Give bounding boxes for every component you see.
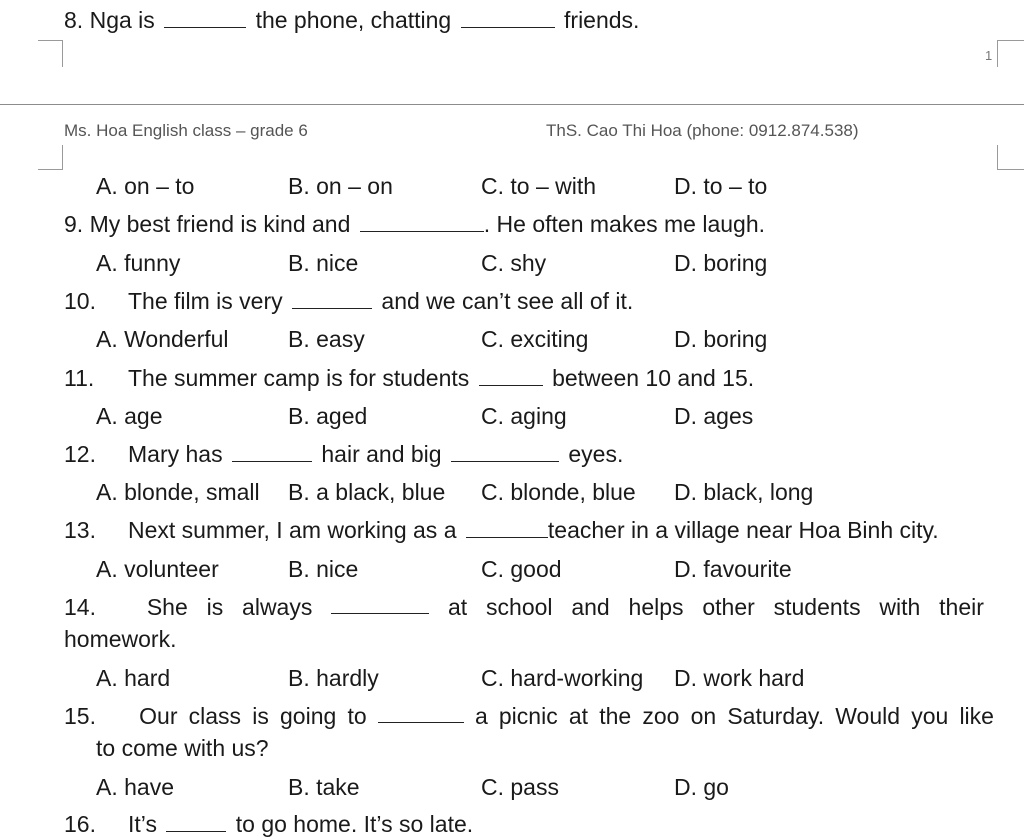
option-b: B. aged (288, 403, 368, 429)
question-number: 15. (64, 703, 96, 729)
word: at (568, 703, 589, 729)
question-text: My best friend is kind and (89, 211, 351, 237)
question-text: Nga is (89, 7, 155, 33)
word: Our (139, 703, 178, 729)
question-number: 13. (64, 517, 96, 543)
word: is (206, 594, 224, 620)
question-10 (64, 287, 633, 315)
question-text: It’s (128, 811, 157, 837)
word: a (474, 703, 488, 729)
option-c: C. shy (481, 250, 547, 276)
word: class (188, 703, 242, 729)
answer-blank (164, 7, 246, 28)
question-14-continuation: homework. (64, 626, 177, 652)
header-left: Ms. Hoa English class – grade 6 (64, 121, 308, 140)
word: you (911, 703, 949, 729)
option-b: B. take (288, 774, 360, 800)
answer-blank (232, 441, 312, 462)
word: Would (835, 703, 901, 729)
question-text: hair and big (321, 441, 442, 467)
answer-blank (331, 593, 429, 614)
question-text: Next summer, I am working as a (128, 517, 457, 543)
question-11 (64, 364, 754, 392)
option-b: B. hardly (288, 665, 379, 691)
question-number: 9. (64, 211, 84, 237)
option-a: A. on – to (96, 173, 195, 199)
option-c: C. exciting (481, 326, 589, 352)
option-c: C. aging (481, 403, 567, 429)
answer-blank (360, 211, 484, 232)
option-d: D. boring (674, 326, 768, 352)
word: to (347, 703, 367, 729)
word: at (448, 594, 468, 620)
page-corner-mark (38, 40, 63, 67)
word: like (959, 703, 994, 729)
question-number: 10. (64, 288, 96, 314)
option-b: B. nice (288, 556, 359, 582)
question-number: 12. (64, 441, 96, 467)
question-text: the phone, chatting (255, 7, 452, 33)
option-a: A. funny (96, 250, 181, 276)
page-number: 1 (985, 48, 993, 63)
question-text: The film is very (128, 288, 283, 314)
word: is (252, 703, 269, 729)
question-text: The summer camp is for students (128, 365, 470, 391)
word: going (280, 703, 337, 729)
option-a: A. volunteer (96, 556, 219, 582)
header-right: ThS. Cao Thi Hoa (phone: 0912.874.538) (546, 121, 859, 140)
option-b: B. on – on (288, 173, 393, 199)
option-c: C. to – with (481, 173, 597, 199)
question-14 (64, 593, 984, 621)
option-a: A. hard (96, 665, 171, 691)
word: the (599, 703, 632, 729)
option-c: C. good (481, 556, 562, 582)
page-corner-mark (997, 40, 1024, 67)
question-16 (64, 810, 473, 838)
question-13 (64, 516, 939, 544)
question-text: between 10 and 15. (552, 365, 755, 391)
question-text: teacher in a village near Hoa Binh city. (547, 517, 939, 543)
word: zoo (642, 703, 680, 729)
word: always (242, 594, 313, 620)
word: school (486, 594, 553, 620)
option-c: C. blonde, blue (481, 479, 636, 505)
option-b: B. easy (288, 326, 365, 352)
answer-blank (466, 517, 548, 538)
option-d: D. black, long (674, 479, 814, 505)
page-corner-mark (997, 145, 1024, 170)
option-d: D. to – to (674, 173, 768, 199)
option-a: A. Wonderful (96, 326, 229, 352)
word: picnic (498, 703, 558, 729)
word: their (939, 594, 984, 620)
answer-blank (378, 702, 464, 723)
option-b: B. a black, blue (288, 479, 446, 505)
question-8 (64, 6, 639, 34)
option-d: D. favourite (674, 556, 792, 582)
word: helps (628, 594, 684, 620)
page-corner-mark (38, 145, 63, 170)
question-text: to go home. It’s so late. (235, 811, 474, 837)
answer-blank (479, 365, 543, 386)
option-c: C. pass (481, 774, 559, 800)
option-d: D. work hard (674, 665, 805, 691)
answer-blank (451, 441, 559, 462)
word: with (879, 594, 921, 620)
word: students (773, 594, 861, 620)
option-c: C. hard-working (481, 665, 644, 691)
question-text: . He often makes me laugh. (483, 211, 766, 237)
question-number: 8. (64, 7, 84, 33)
question-text: eyes. (568, 441, 624, 467)
question-text: and we can’t see all of it. (381, 288, 634, 314)
answer-blank (166, 811, 226, 832)
question-15 (64, 702, 994, 730)
word: other (702, 594, 755, 620)
option-d: D. boring (674, 250, 768, 276)
question-number: 16. (64, 811, 96, 837)
question-12 (64, 440, 623, 468)
word: and (571, 594, 610, 620)
option-a: A. have (96, 774, 174, 800)
question-15-continuation: to come with us? (96, 735, 269, 761)
answer-blank (461, 7, 555, 28)
question-text: Mary has (128, 441, 223, 467)
option-d: D. go (674, 774, 729, 800)
question-text: friends. (564, 7, 640, 33)
word: on (690, 703, 717, 729)
question-number: 11. (64, 365, 95, 391)
question-9 (64, 210, 765, 238)
option-d: D. ages (674, 403, 754, 429)
word: Saturday. (727, 703, 825, 729)
option-a: A. blonde, small (96, 479, 260, 505)
option-b: B. nice (288, 250, 359, 276)
word: She (146, 594, 188, 620)
page-break-divider (0, 104, 1024, 105)
option-a: A. age (96, 403, 163, 429)
answer-blank (292, 288, 372, 309)
question-number: 14. (64, 594, 96, 620)
